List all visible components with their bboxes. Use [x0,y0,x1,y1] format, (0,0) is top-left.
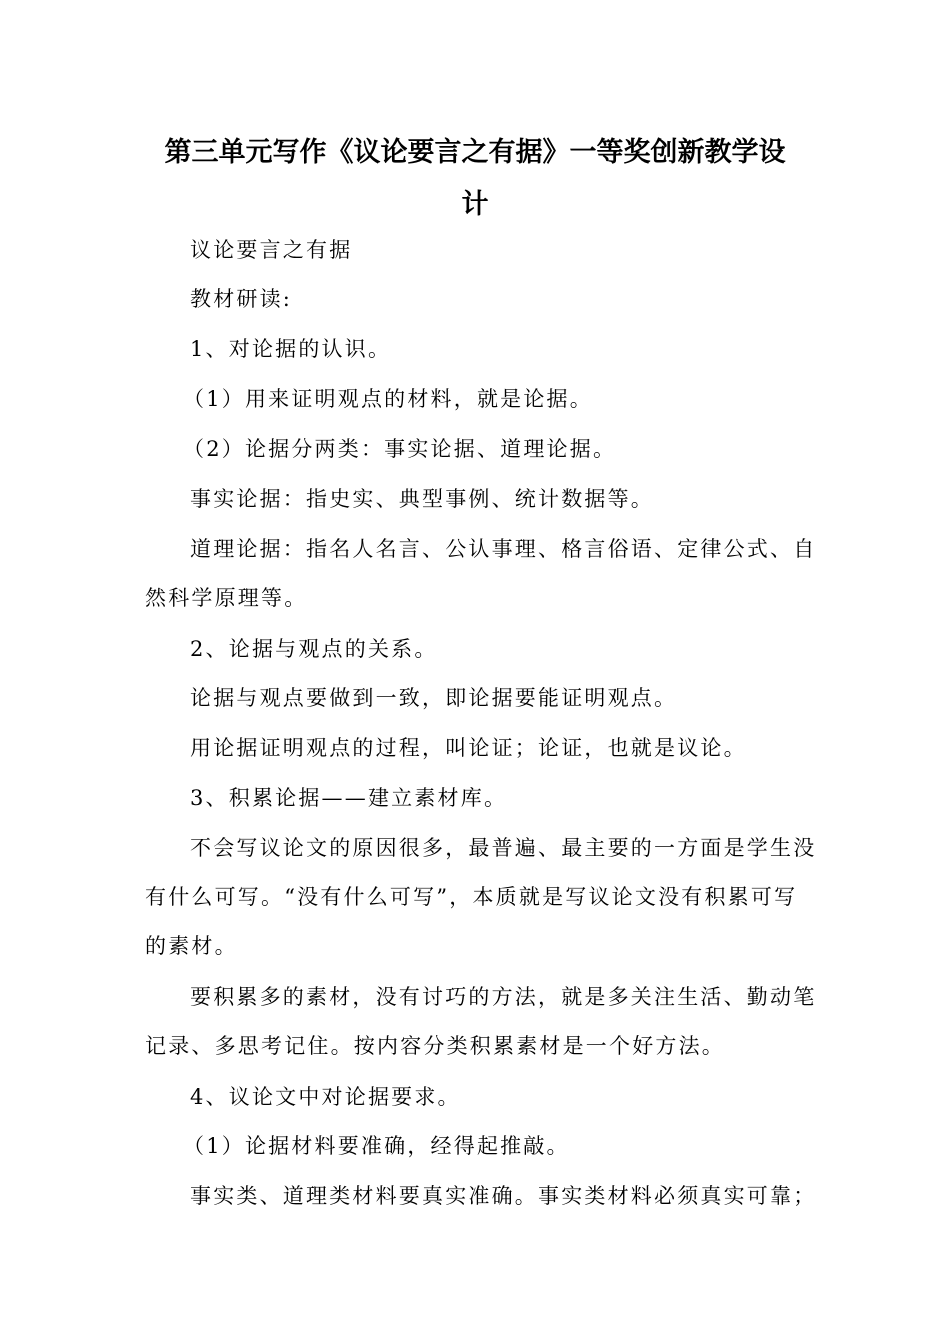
text-line: 用论据证明观点的过程，叫论证；论证，也就是议论。 [190,736,747,760]
text-line: 记录、多思考记住。按内容分类积累素材是一个好方法。 [145,1034,725,1058]
body-paragraph [145,674,852,723]
subtitle-paragraph [145,226,852,275]
text-line: 1、对论据的认识。 [190,337,392,361]
text-line: 然科学原理等。 [145,586,308,610]
body-paragraph [145,1172,852,1221]
text-line: 不会写议论文的原因很多，最普遍、最主要的一方面是学生没 [190,836,817,860]
body-paragraph [145,475,852,524]
text-line: 教材研读: [190,287,293,311]
section-heading-4 [145,1073,852,1122]
text-line: 4、议论文中对论据要求。 [190,1085,461,1109]
document-title [145,127,805,231]
body-paragraph [145,824,852,971]
text-line: 2、论据与观点的关系。 [190,637,438,661]
list-item [145,425,845,474]
title-line: 第三单元写作《议论要言之有据》一等奖创新教学设 [164,137,786,168]
section-heading-1 [145,325,852,374]
text-line: 事实类、道理类材料要真实准确。事实类材料必须真实可靠； [190,1184,817,1208]
list-item [145,375,845,424]
text-line: 的素材。 [145,934,238,958]
text-line: 道理论据：指名人名言、公认事理、格言俗语、定律公式、自 [190,537,817,561]
body-paragraph [145,724,852,773]
list-item [145,1122,845,1171]
text-line: （1）论据材料要准确，经得起推敲。 [183,1134,570,1158]
text-line: 议论要言之有据 [190,238,353,262]
section-heading [145,275,852,324]
text-line: 有什么可写。“没有什么可写”，本质就是写议论文没有积累可写 [145,885,798,909]
text-line: 要积累多的素材，没有讨巧的方法，就是多关注生活、勤动笔 [190,985,817,1009]
text-line: （2）论据分两类：事实论据、道理论据。 [183,437,617,461]
text-line: 3、积累论据——建立素材库。 [190,786,508,810]
body-paragraph [145,973,852,1071]
text-line: 论据与观点要做到一致，即论据要能证明观点。 [190,686,678,710]
title-line: 计 [461,189,489,220]
body-paragraph [145,525,852,623]
section-heading-3 [145,774,852,823]
text-line: （1）用来证明观点的材料，就是论据。 [183,387,593,411]
section-heading-2 [145,625,852,674]
text-line: 事实论据：指史实、典型事例、统计数据等。 [190,487,654,511]
